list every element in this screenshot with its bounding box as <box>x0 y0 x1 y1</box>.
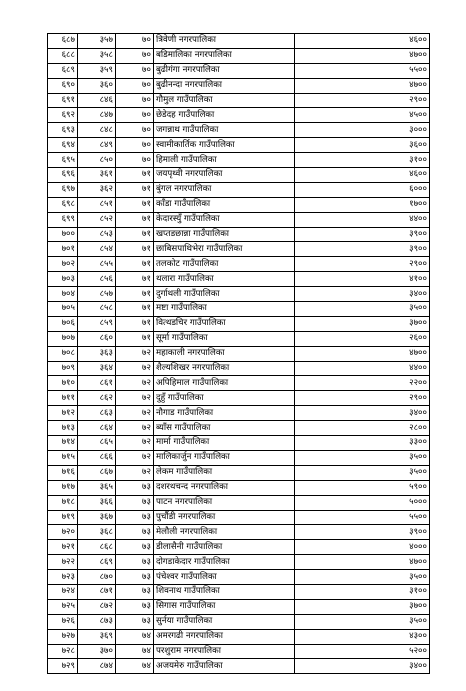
code-cell: ३६८ <box>78 525 116 540</box>
district-code-cell: ७२ <box>116 376 154 391</box>
municipality-name-cell: ब्याँस गाउँपालिका <box>154 421 295 436</box>
table-row <box>48 123 430 138</box>
district-code-cell: ७२ <box>116 421 154 436</box>
district-code-cell: ७० <box>116 123 154 138</box>
code-cell: ८४७ <box>78 108 116 123</box>
code-cell: ३६६ <box>78 495 116 510</box>
district-code-cell: ७३ <box>116 614 154 629</box>
amount-cell: ५२०० <box>295 644 430 659</box>
amount-cell: ३५०० <box>295 450 430 465</box>
district-code-cell: ७० <box>116 48 154 63</box>
serial-number-cell: ७१३ <box>48 421 78 436</box>
code-cell: ८७३ <box>78 614 116 629</box>
table-row <box>48 34 430 49</box>
district-code-cell: ७३ <box>116 584 154 599</box>
municipality-name-cell: काँडा गाउँपालिका <box>154 197 295 212</box>
municipality-name-cell: वित्थडचिर गाउँपालिका <box>154 316 295 331</box>
district-code-cell: ७१ <box>116 331 154 346</box>
amount-cell: २६०० <box>295 331 430 346</box>
code-cell: ३७० <box>78 644 116 659</box>
district-code-cell: ७० <box>116 63 154 78</box>
municipality-name-cell: गौमुल गाउँपालिका <box>154 93 295 108</box>
code-cell: ३६२ <box>78 182 116 197</box>
code-cell: ८४६ <box>78 93 116 108</box>
code-cell: ८६६ <box>78 450 116 465</box>
serial-number-cell: ७१५ <box>48 450 78 465</box>
table-row <box>48 316 430 331</box>
serial-number-cell: ७१९ <box>48 510 78 525</box>
district-code-cell: ७० <box>116 34 154 49</box>
amount-cell: ३१०० <box>295 153 430 168</box>
amount-cell: ४७०० <box>295 346 430 361</box>
table-row <box>48 570 430 585</box>
municipality-name-cell: मेलौली नगरपालिका <box>154 525 295 540</box>
district-code-cell: ७१ <box>116 302 154 317</box>
municipality-name-cell: मष्टा गाउँपालिका <box>154 302 295 317</box>
municipality-name-cell: केदारस्युँ गाउँपालिका <box>154 212 295 227</box>
district-code-cell: ७३ <box>116 495 154 510</box>
amount-cell: ५००० <box>295 495 430 510</box>
serial-number-cell: ७२१ <box>48 540 78 555</box>
municipality-name-cell: सुर्नया गाउँपालिका <box>154 614 295 629</box>
serial-number-cell: ७१८ <box>48 495 78 510</box>
table-row <box>48 406 430 421</box>
serial-number-cell: ७०८ <box>48 346 78 361</box>
serial-number-cell: ६९६ <box>48 168 78 183</box>
code-cell: ८७२ <box>78 599 116 614</box>
municipality-name-cell: अमरगढी नगरपालिका <box>154 629 295 644</box>
amount-cell: ४७०० <box>295 555 430 570</box>
table-row <box>48 138 430 153</box>
municipality-name-cell: बुढीनन्दा नगरपालिका <box>154 78 295 93</box>
district-code-cell: ७२ <box>116 465 154 480</box>
amount-cell: ४७०० <box>295 78 430 93</box>
district-code-cell: ७२ <box>116 450 154 465</box>
district-code-cell: ७२ <box>116 391 154 406</box>
serial-number-cell: ६९५ <box>48 153 78 168</box>
table-row <box>48 302 430 317</box>
district-code-cell: ७३ <box>116 510 154 525</box>
municipality-name-cell: हिमाली गाउँपालिका <box>154 153 295 168</box>
amount-cell: ३४०० <box>295 287 430 302</box>
municipality-name-cell: परशुराम नगरपालिका <box>154 644 295 659</box>
table-row <box>48 272 430 287</box>
district-code-cell: ७३ <box>116 570 154 585</box>
table-row <box>48 331 430 346</box>
code-cell: ८५६ <box>78 272 116 287</box>
amount-cell: ५५०० <box>295 510 430 525</box>
municipality-name-cell: खप्तडछान्ना गाउँपालिका <box>154 227 295 242</box>
municipality-name-cell: दोगडाकेदार गाउँपालिका <box>154 555 295 570</box>
municipality-name-cell: छेडेदह गाउँपालिका <box>154 108 295 123</box>
municipality-name-cell: जगन्नाथ गाउँपालिका <box>154 123 295 138</box>
code-cell: ३५८ <box>78 48 116 63</box>
amount-cell: ३४०० <box>295 659 430 674</box>
table-row <box>48 584 430 599</box>
serial-number-cell: ७०२ <box>48 257 78 272</box>
serial-number-cell: ६९० <box>48 78 78 93</box>
serial-number-cell: ७११ <box>48 391 78 406</box>
amount-cell: ३५०० <box>295 614 430 629</box>
serial-number-cell: ७१२ <box>48 406 78 421</box>
municipality-name-cell: पाटन नगरपालिका <box>154 495 295 510</box>
amount-cell: ४३०० <box>295 629 430 644</box>
code-cell: ८६९ <box>78 555 116 570</box>
municipality-name-cell: थलारा गाउँपालिका <box>154 272 295 287</box>
code-cell: ८६२ <box>78 391 116 406</box>
district-code-cell: ७३ <box>116 525 154 540</box>
municipality-name-cell: बुढीगंगा नगरपालिका <box>154 63 295 78</box>
code-cell: ३६७ <box>78 510 116 525</box>
amount-cell: ३३०० <box>295 436 430 451</box>
amount-cell: ३४०० <box>295 406 430 421</box>
table-row <box>48 346 430 361</box>
table-row <box>48 555 430 570</box>
table-row <box>48 182 430 197</box>
amount-cell: ३९०० <box>295 227 430 242</box>
code-cell: ८७४ <box>78 659 116 674</box>
code-cell: ३६१ <box>78 168 116 183</box>
municipality-name-cell: दशरथचन्द नगरपालिका <box>154 480 295 495</box>
amount-cell: १७०० <box>295 197 430 212</box>
amount-cell: ४४०० <box>295 361 430 376</box>
municipality-name-cell: नौगाड गाउँपालिका <box>154 406 295 421</box>
serial-number-cell: ७२६ <box>48 614 78 629</box>
amount-cell: ४६०० <box>295 168 430 183</box>
amount-cell: ३१०० <box>295 584 430 599</box>
municipality-name-cell: त्रिवेणी नगरपालिका <box>154 34 295 49</box>
district-code-cell: ७१ <box>116 257 154 272</box>
table-row <box>48 168 430 183</box>
amount-cell: ३६०० <box>295 138 430 153</box>
code-cell: ८५९ <box>78 316 116 331</box>
municipality-name-cell: दुहुँ गाउँपालिका <box>154 391 295 406</box>
code-cell: ८५४ <box>78 242 116 257</box>
table-row <box>48 63 430 78</box>
serial-number-cell: ६९३ <box>48 123 78 138</box>
table-row <box>48 436 430 451</box>
table-row <box>48 480 430 495</box>
district-code-cell: ७४ <box>116 644 154 659</box>
district-code-cell: ७२ <box>116 406 154 421</box>
serial-number-cell: ७०४ <box>48 287 78 302</box>
serial-number-cell: ७१० <box>48 376 78 391</box>
serial-number-cell: ६९८ <box>48 197 78 212</box>
code-cell: ८५० <box>78 153 116 168</box>
serial-number-cell: ७२५ <box>48 599 78 614</box>
code-cell: ८४८ <box>78 123 116 138</box>
amount-cell: ४००० <box>295 540 430 555</box>
serial-number-cell: ७२३ <box>48 570 78 585</box>
district-code-cell: ७० <box>116 93 154 108</box>
district-code-cell: ७४ <box>116 659 154 674</box>
municipality-name-cell: तलकोट गाउँपालिका <box>154 257 295 272</box>
table-row <box>48 540 430 555</box>
table-row <box>48 212 430 227</box>
district-code-cell: ७२ <box>116 361 154 376</box>
serial-number-cell: ६८७ <box>48 34 78 49</box>
district-code-cell: ७१ <box>116 168 154 183</box>
amount-cell: २९०० <box>295 257 430 272</box>
district-code-cell: ७१ <box>116 316 154 331</box>
table-row <box>48 391 430 406</box>
serial-number-cell: ६९१ <box>48 93 78 108</box>
table-row <box>48 257 430 272</box>
table-row <box>48 93 430 108</box>
serial-number-cell: ७०७ <box>48 331 78 346</box>
serial-number-cell: ७१७ <box>48 480 78 495</box>
district-code-cell: ७१ <box>116 182 154 197</box>
serial-number-cell: ६८९ <box>48 63 78 78</box>
district-code-cell: ७१ <box>116 212 154 227</box>
code-cell: ८७० <box>78 570 116 585</box>
code-cell: ३५९ <box>78 63 116 78</box>
district-code-cell: ७० <box>116 78 154 93</box>
serial-number-cell: ६८८ <box>48 48 78 63</box>
table-row <box>48 48 430 63</box>
serial-number-cell: ७०३ <box>48 272 78 287</box>
code-cell: ८६५ <box>78 436 116 451</box>
district-code-cell: ७० <box>116 108 154 123</box>
municipality-name-cell: अपिहिमाल गाउँपालिका <box>154 376 295 391</box>
table-row <box>48 465 430 480</box>
serial-number-cell: ६९२ <box>48 108 78 123</box>
municipality-name-cell: अजयमेरु गाउँपालिका <box>154 659 295 674</box>
municipality-name-cell: सूर्मा गाउँपालिका <box>154 331 295 346</box>
serial-number-cell: ७०१ <box>48 242 78 257</box>
municipality-name-cell: पंचेश्वर गाउँपालिका <box>154 570 295 585</box>
municipality-name-cell: शैल्यशिखर नगरपालिका <box>154 361 295 376</box>
table-row <box>48 599 430 614</box>
table-row <box>48 629 430 644</box>
code-cell: ३६४ <box>78 361 116 376</box>
district-code-cell: ७० <box>116 138 154 153</box>
code-cell: ८५१ <box>78 197 116 212</box>
code-cell: ८४९ <box>78 138 116 153</box>
code-cell: ८७१ <box>78 584 116 599</box>
district-code-cell: ७२ <box>116 436 154 451</box>
serial-number-cell: ७०५ <box>48 302 78 317</box>
municipality-name-cell: छाबिसपाथिभेरा गाउँपालिका <box>154 242 295 257</box>
amount-cell: ३७०० <box>295 599 430 614</box>
serial-number-cell: ७०९ <box>48 361 78 376</box>
amount-cell: ३९०० <box>295 242 430 257</box>
serial-number-cell: ७१६ <box>48 465 78 480</box>
district-code-cell: ७३ <box>116 555 154 570</box>
amount-cell: ३५०० <box>295 570 430 585</box>
table-row <box>48 361 430 376</box>
code-cell: ८६० <box>78 331 116 346</box>
code-cell: ८६७ <box>78 465 116 480</box>
district-code-cell: ७१ <box>116 227 154 242</box>
serial-number-cell: ७२८ <box>48 644 78 659</box>
municipality-name-cell: मार्मा गाउँपालिका <box>154 436 295 451</box>
amount-cell: ४७०० <box>295 48 430 63</box>
district-code-cell: ७० <box>116 153 154 168</box>
table-row <box>48 153 430 168</box>
serial-number-cell: ७०० <box>48 227 78 242</box>
serial-number-cell: ७२७ <box>48 629 78 644</box>
serial-number-cell: ७०६ <box>48 316 78 331</box>
amount-cell: २८०० <box>295 421 430 436</box>
table-row <box>48 108 430 123</box>
amount-cell: ४१०० <box>295 272 430 287</box>
district-code-cell: ७३ <box>116 480 154 495</box>
municipality-name-cell: महाकाली नगरपालिका <box>154 346 295 361</box>
district-code-cell: ७१ <box>116 272 154 287</box>
amount-cell: ३५०० <box>295 465 430 480</box>
municipality-name-cell: स्वामीकार्तिक गाउँपालिका <box>154 138 295 153</box>
table-row <box>48 421 430 436</box>
code-cell: ८५८ <box>78 302 116 317</box>
amount-cell: ५९०० <box>295 480 430 495</box>
municipality-name-cell: डीलासैनी गाउँपालिका <box>154 540 295 555</box>
table-row <box>48 644 430 659</box>
serial-number-cell: ६९९ <box>48 212 78 227</box>
table-row <box>48 287 430 302</box>
amount-cell: ४६०० <box>295 34 430 49</box>
serial-number-cell: ७२२ <box>48 555 78 570</box>
amount-cell: २२०० <box>295 376 430 391</box>
district-code-cell: ७४ <box>116 629 154 644</box>
code-cell: ३६९ <box>78 629 116 644</box>
amount-cell: ३५०० <box>295 302 430 317</box>
serial-number-cell: ६९४ <box>48 138 78 153</box>
code-cell: ८५२ <box>78 212 116 227</box>
amount-cell: ५५०० <box>295 63 430 78</box>
table-row <box>48 242 430 257</box>
table-row <box>48 614 430 629</box>
table-row <box>48 495 430 510</box>
serial-number-cell: ७१४ <box>48 436 78 451</box>
table-row <box>48 78 430 93</box>
municipality-name-cell: बडिमालिका नगरपालिका <box>154 48 295 63</box>
code-cell: ३६० <box>78 78 116 93</box>
municipality-name-cell: जयपृथ्वी नगरपालिका <box>154 168 295 183</box>
municipality-name-cell: लेकम गाउँपालिका <box>154 465 295 480</box>
amount-cell: ३७०० <box>295 316 430 331</box>
code-cell: ८५३ <box>78 227 116 242</box>
table-row <box>48 227 430 242</box>
code-cell: ८६४ <box>78 421 116 436</box>
district-code-cell: ७३ <box>116 599 154 614</box>
code-cell: ३६३ <box>78 346 116 361</box>
amount-cell: ६००० <box>295 182 430 197</box>
serial-number-cell: ७२४ <box>48 584 78 599</box>
code-cell: ८५७ <box>78 287 116 302</box>
code-cell: ८६१ <box>78 376 116 391</box>
table-row <box>48 376 430 391</box>
district-code-cell: ७३ <box>116 540 154 555</box>
municipality-name-cell: सिगास गाउँपालिका <box>154 599 295 614</box>
code-cell: ८५५ <box>78 257 116 272</box>
serial-number-cell: ७२० <box>48 525 78 540</box>
amount-cell: ४५०० <box>295 108 430 123</box>
municipality-name-cell: बुंगल नगरपालिका <box>154 182 295 197</box>
table-row <box>48 450 430 465</box>
amount-cell: २९०० <box>295 93 430 108</box>
table-row <box>48 525 430 540</box>
amount-cell: ३००० <box>295 123 430 138</box>
district-code-cell: ७१ <box>116 242 154 257</box>
district-code-cell: ७१ <box>116 287 154 302</box>
table-row <box>48 659 430 674</box>
municipality-name-cell: पुर्चौडी नगरपालिका <box>154 510 295 525</box>
serial-number-cell: ६९७ <box>48 182 78 197</box>
data-table <box>47 33 430 674</box>
code-cell: ३६५ <box>78 480 116 495</box>
amount-cell: २९०० <box>295 391 430 406</box>
table-row <box>48 510 430 525</box>
table-body <box>48 34 430 674</box>
serial-number-cell: ७२९ <box>48 659 78 674</box>
code-cell: ३५७ <box>78 34 116 49</box>
municipality-name-cell: शिवनाथ गाउँपालिका <box>154 584 295 599</box>
code-cell: ८६८ <box>78 540 116 555</box>
district-code-cell: ७१ <box>116 197 154 212</box>
amount-cell: ३९०० <box>295 525 430 540</box>
district-code-cell: ७२ <box>116 346 154 361</box>
municipality-name-cell: मालिकार्जुन गाउँपालिका <box>154 450 295 465</box>
table-row <box>48 197 430 212</box>
municipality-name-cell: दुर्गाथली गाउँपालिका <box>154 287 295 302</box>
amount-cell: ४४०० <box>295 212 430 227</box>
code-cell: ८६३ <box>78 406 116 421</box>
